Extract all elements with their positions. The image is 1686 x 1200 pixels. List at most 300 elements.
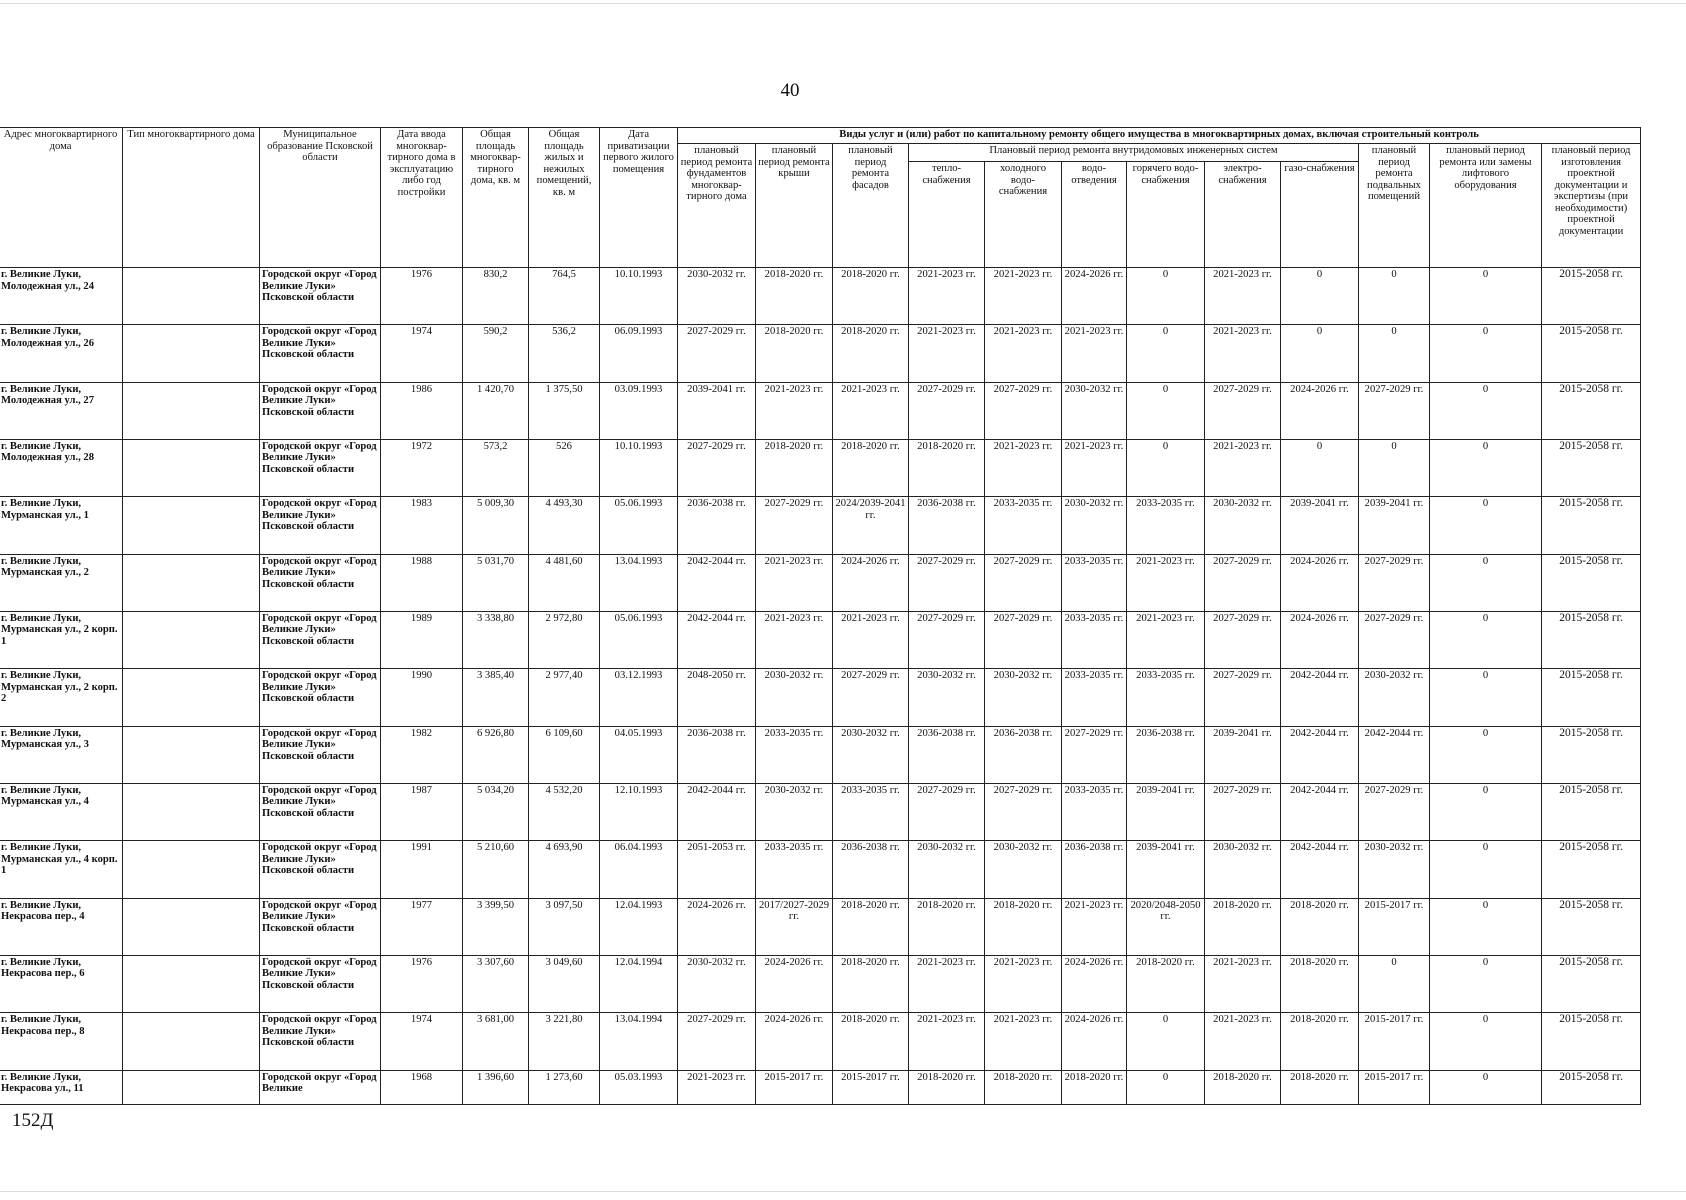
cell-address: г. Великие Луки, Мурманская ул., 1: [0, 497, 123, 554]
cell-commission-year: 1987: [381, 783, 463, 840]
cell-privatization-date: 10.10.1993: [600, 439, 678, 496]
table-row: [0, 268, 1641, 325]
cell-foundation: 2039-2041 гг.: [678, 382, 756, 439]
cell-roof: 2021-2023 гг.: [756, 611, 833, 668]
cell-drainage: 2024-2026 гг.: [1062, 1013, 1127, 1070]
cell-address: г. Великие Луки, Мурманская ул., 2: [0, 554, 123, 611]
cell-facade: 2018-2020 гг.: [833, 1013, 909, 1070]
cell-address: г. Великие Луки, Мурманская ул., 3: [0, 726, 123, 783]
cell-municipality: Городской округ «Город Великие: [260, 1070, 381, 1104]
cell-facade: 2018-2020 гг.: [833, 898, 909, 955]
cell-basement: 0: [1359, 955, 1430, 1012]
cell-heat: 2027-2029 гг.: [909, 611, 985, 668]
table-row: [0, 439, 1641, 496]
cell-gas: 2042-2044 гг.: [1281, 841, 1359, 898]
cell-design: 2015-2058 гг.: [1542, 898, 1641, 955]
cell-elevator: 0: [1430, 726, 1542, 783]
cell-heat: 2021-2023 гг.: [909, 268, 985, 325]
cell-house-type: [123, 841, 260, 898]
cell-basement: 2027-2029 гг.: [1359, 382, 1430, 439]
cell-gas: 2042-2044 гг.: [1281, 669, 1359, 726]
cell-cold-water: 2027-2029 гг.: [985, 382, 1062, 439]
cell-basement: 2030-2032 гг.: [1359, 669, 1430, 726]
cell-residential-area: 536,2: [529, 325, 600, 382]
cell-total-area: 3 399,50: [463, 898, 529, 955]
cell-hot-water: 2033-2035 гг.: [1127, 497, 1205, 554]
cell-commission-year: 1974: [381, 325, 463, 382]
cell-address: г. Великие Луки, Некрасова ул., 11: [0, 1070, 123, 1104]
header-address: Адрес многоквартирного дома: [0, 128, 123, 268]
cell-hot-water: 0: [1127, 382, 1205, 439]
cell-house-type: [123, 783, 260, 840]
cell-address: г. Великие Луки, Мурманская ул., 4 корп. 1: [0, 841, 123, 898]
cell-gas: 2018-2020 гг.: [1281, 1013, 1359, 1070]
cell-commission-year: 1972: [381, 439, 463, 496]
cell-gas: 0: [1281, 268, 1359, 325]
cell-total-area: 1 420,70: [463, 382, 529, 439]
cell-total-area: 590,2: [463, 325, 529, 382]
cell-cold-water: 2033-2035 гг.: [985, 497, 1062, 554]
cell-total-area: 5 034,20: [463, 783, 529, 840]
cell-facade: 2030-2032 гг.: [833, 726, 909, 783]
footer-code: 152Д: [12, 1110, 54, 1131]
cell-total-area: 1 396,60: [463, 1070, 529, 1104]
cell-gas: 2024-2026 гг.: [1281, 382, 1359, 439]
cell-total-area: 5 009,30: [463, 497, 529, 554]
cell-roof: 2030-2032 гг.: [756, 669, 833, 726]
cell-drainage: 2021-2023 гг.: [1062, 898, 1127, 955]
cell-elevator: 0: [1430, 439, 1542, 496]
cell-elevator: 0: [1430, 1013, 1542, 1070]
cell-facade: 2018-2020 гг.: [833, 325, 909, 382]
cell-electric: 2027-2029 гг.: [1205, 783, 1281, 840]
header-house-type: Тип многоквартирного дома: [123, 128, 260, 268]
cell-privatization-date: 12.04.1994: [600, 955, 678, 1012]
cell-total-area: 5 210,60: [463, 841, 529, 898]
cell-elevator: 0: [1430, 554, 1542, 611]
cell-design: 2015-2058 гг.: [1542, 325, 1641, 382]
cell-gas: 2024-2026 гг.: [1281, 554, 1359, 611]
cell-roof: 2024-2026 гг.: [756, 1013, 833, 1070]
cell-cold-water: 2021-2023 гг.: [985, 955, 1062, 1012]
cell-design: 2015-2058 гг.: [1542, 611, 1641, 668]
cell-electric: 2039-2041 гг.: [1205, 726, 1281, 783]
cell-residential-area: 1 375,50: [529, 382, 600, 439]
cell-house-type: [123, 554, 260, 611]
header-electric: электро-снабжения: [1205, 162, 1281, 268]
cell-roof: 2015-2017 гг.: [756, 1070, 833, 1104]
cell-address: г. Великие Луки, Мурманская ул., 4: [0, 783, 123, 840]
cell-facade: 2018-2020 гг.: [833, 268, 909, 325]
cell-residential-area: 2 977,40: [529, 669, 600, 726]
cell-basement: 2027-2029 гг.: [1359, 611, 1430, 668]
cell-residential-area: 764,5: [529, 268, 600, 325]
cell-address: г. Великие Луки, Некрасова пер., 6: [0, 955, 123, 1012]
cell-roof: 2027-2029 гг.: [756, 497, 833, 554]
cell-roof: 2021-2023 гг.: [756, 382, 833, 439]
cell-electric: 2030-2032 гг.: [1205, 497, 1281, 554]
cell-house-type: [123, 268, 260, 325]
cell-roof: 2024-2026 гг.: [756, 955, 833, 1012]
header-elevator: плановый период ремонта или замены лифтового оборудования: [1430, 144, 1542, 268]
cell-roof: 2018-2020 гг.: [756, 439, 833, 496]
cell-elevator: 0: [1430, 841, 1542, 898]
cell-drainage: 2018-2020 гг.: [1062, 1070, 1127, 1104]
cell-facade: 2024-2026 гг.: [833, 554, 909, 611]
cell-electric: 2027-2029 гг.: [1205, 669, 1281, 726]
cell-municipality: Городской округ «Город Великие Луки» Псковской области: [260, 382, 381, 439]
cell-foundation: 2030-2032 гг.: [678, 955, 756, 1012]
cell-municipality: Городской округ «Город Великие Луки» Псковской области: [260, 268, 381, 325]
cell-commission-year: 1989: [381, 611, 463, 668]
cell-house-type: [123, 955, 260, 1012]
header-privatization-date: Дата приватизации первого жилого помещения: [600, 128, 678, 268]
cell-hot-water: 0: [1127, 1013, 1205, 1070]
cell-address: г. Великие Луки, Некрасова пер., 4: [0, 898, 123, 955]
cell-gas: 2018-2020 гг.: [1281, 898, 1359, 955]
cell-address: г. Великие Луки, Мурманская ул., 2 корп. 2: [0, 669, 123, 726]
cell-design: 2015-2058 гг.: [1542, 955, 1641, 1012]
cell-facade: 2036-2038 гг.: [833, 841, 909, 898]
cell-basement: 2015-2017 гг.: [1359, 1013, 1430, 1070]
cell-electric: 2021-2023 гг.: [1205, 325, 1281, 382]
cell-basement: 2027-2029 гг.: [1359, 554, 1430, 611]
cell-commission-year: 1990: [381, 669, 463, 726]
cell-drainage: 2033-2035 гг.: [1062, 554, 1127, 611]
capital-repair-table: [0, 127, 1641, 1105]
cell-drainage: 2033-2035 гг.: [1062, 669, 1127, 726]
header-residential-area: Общая площадь жилых и нежилых помещений, кв. м: [529, 128, 600, 268]
cell-privatization-date: 05.06.1993: [600, 611, 678, 668]
cell-gas: 2018-2020 гг.: [1281, 1070, 1359, 1104]
cell-house-type: [123, 325, 260, 382]
cell-gas: 2024-2026 гг.: [1281, 611, 1359, 668]
cell-municipality: Городской округ «Город Великие Луки» Псковской области: [260, 554, 381, 611]
cell-commission-year: 1982: [381, 726, 463, 783]
cell-hot-water: 2033-2035 гг.: [1127, 669, 1205, 726]
cell-basement: 2042-2044 гг.: [1359, 726, 1430, 783]
header-roof: плановый период ремонта крыши: [756, 144, 833, 268]
cell-cold-water: 2027-2029 гг.: [985, 554, 1062, 611]
cell-drainage: 2024-2026 гг.: [1062, 268, 1127, 325]
cell-foundation: 2042-2044 гг.: [678, 554, 756, 611]
cell-design: 2015-2058 гг.: [1542, 1070, 1641, 1104]
cell-total-area: 3 681,00: [463, 1013, 529, 1070]
cell-privatization-date: 13.04.1994: [600, 1013, 678, 1070]
cell-electric: 2021-2023 гг.: [1205, 268, 1281, 325]
cell-privatization-date: 06.09.1993: [600, 325, 678, 382]
cell-address: г. Великие Луки, Мурманская ул., 2 корп. 1: [0, 611, 123, 668]
cell-elevator: 0: [1430, 611, 1542, 668]
scan-edge-bottom: [0, 1191, 1686, 1192]
cell-total-area: 573,2: [463, 439, 529, 496]
cell-roof: 2030-2032 гг.: [756, 783, 833, 840]
cell-privatization-date: 04.05.1993: [600, 726, 678, 783]
table-row: [0, 325, 1641, 382]
cell-municipality: Городской округ «Город Великие Луки» Псковской области: [260, 841, 381, 898]
cell-basement: 0: [1359, 268, 1430, 325]
cell-privatization-date: 12.10.1993: [600, 783, 678, 840]
cell-design: 2015-2058 гг.: [1542, 1013, 1641, 1070]
cell-privatization-date: 12.04.1993: [600, 898, 678, 955]
cell-elevator: 0: [1430, 898, 1542, 955]
cell-roof: 2033-2035 гг.: [756, 726, 833, 783]
cell-foundation: 2048-2050 гг.: [678, 669, 756, 726]
page-number: 40: [780, 80, 800, 101]
cell-commission-year: 1974: [381, 1013, 463, 1070]
cell-design: 2015-2058 гг.: [1542, 669, 1641, 726]
cell-heat: 2030-2032 гг.: [909, 669, 985, 726]
cell-basement: 2015-2017 гг.: [1359, 898, 1430, 955]
cell-heat: 2018-2020 гг.: [909, 898, 985, 955]
cell-commission-year: 1968: [381, 1070, 463, 1104]
table-row: [0, 841, 1641, 898]
header-commission-date: Дата ввода многоквар-тирного дома в эксплуатацию либо год постройки: [381, 128, 463, 268]
cell-roof: 2033-2035 гг.: [756, 841, 833, 898]
cell-drainage: 2033-2035 гг.: [1062, 783, 1127, 840]
cell-house-type: [123, 497, 260, 554]
cell-heat: 2027-2029 гг.: [909, 554, 985, 611]
table-row: [0, 382, 1641, 439]
cell-foundation: 2021-2023 гг.: [678, 1070, 756, 1104]
cell-gas: 2042-2044 гг.: [1281, 783, 1359, 840]
cell-design: 2015-2058 гг.: [1542, 268, 1641, 325]
cell-cold-water: 2021-2023 гг.: [985, 439, 1062, 496]
cell-heat: 2021-2023 гг.: [909, 325, 985, 382]
cell-foundation: 2030-2032 гг.: [678, 268, 756, 325]
cell-cold-water: 2030-2032 гг.: [985, 841, 1062, 898]
cell-privatization-date: 03.09.1993: [600, 382, 678, 439]
cell-cold-water: 2018-2020 гг.: [985, 1070, 1062, 1104]
cell-address: г. Великие Луки, Молодежная ул., 28: [0, 439, 123, 496]
cell-residential-area: 4 493,30: [529, 497, 600, 554]
cell-basement: 0: [1359, 325, 1430, 382]
cell-total-area: 3 385,40: [463, 669, 529, 726]
cell-gas: 0: [1281, 439, 1359, 496]
cell-hot-water: 0: [1127, 1070, 1205, 1104]
cell-roof: 2018-2020 гг.: [756, 268, 833, 325]
cell-drainage: 2021-2023 гг.: [1062, 325, 1127, 382]
cell-electric: 2030-2032 гг.: [1205, 841, 1281, 898]
cell-design: 2015-2058 гг.: [1542, 439, 1641, 496]
cell-elevator: 0: [1430, 325, 1542, 382]
cell-house-type: [123, 1070, 260, 1104]
cell-residential-area: 3 049,60: [529, 955, 600, 1012]
cell-facade: 2018-2020 гг.: [833, 955, 909, 1012]
cell-elevator: 0: [1430, 382, 1542, 439]
cell-house-type: [123, 439, 260, 496]
cell-design: 2015-2058 гг.: [1542, 554, 1641, 611]
cell-residential-area: 526: [529, 439, 600, 496]
cell-hot-water: 2020/2048-2050 гг.: [1127, 898, 1205, 955]
cell-gas: 2039-2041 гг.: [1281, 497, 1359, 554]
cell-address: г. Великие Луки, Молодежная ул., 26: [0, 325, 123, 382]
header-cold-water: холодного водо-снабжения: [985, 162, 1062, 268]
cell-privatization-date: 03.12.1993: [600, 669, 678, 726]
cell-foundation: 2036-2038 гг.: [678, 497, 756, 554]
cell-municipality: Городской округ «Город Великие Луки» Псковской области: [260, 1013, 381, 1070]
table-row: [0, 783, 1641, 840]
cell-hot-water: 0: [1127, 439, 1205, 496]
cell-elevator: 0: [1430, 268, 1542, 325]
cell-municipality: Городской округ «Город Великие Луки» Псковской области: [260, 783, 381, 840]
cell-elevator: 0: [1430, 497, 1542, 554]
cell-gas: 2018-2020 гг.: [1281, 955, 1359, 1012]
cell-elevator: 0: [1430, 955, 1542, 1012]
cell-heat: 2027-2029 гг.: [909, 783, 985, 840]
header-total-area: Общая площадь многоквар-тирного дома, кв. м: [463, 128, 529, 268]
cell-house-type: [123, 898, 260, 955]
cell-electric: 2021-2023 гг.: [1205, 1013, 1281, 1070]
cell-privatization-date: 06.04.1993: [600, 841, 678, 898]
cell-total-area: 5 031,70: [463, 554, 529, 611]
cell-basement: 2015-2017 гг.: [1359, 1070, 1430, 1104]
cell-residential-area: 1 273,60: [529, 1070, 600, 1104]
cell-facade: 2021-2023 гг.: [833, 611, 909, 668]
cell-electric: 2021-2023 гг.: [1205, 439, 1281, 496]
cell-address: г. Великие Луки, Молодежная ул., 27: [0, 382, 123, 439]
table-row: [0, 669, 1641, 726]
cell-drainage: 2030-2032 гг.: [1062, 497, 1127, 554]
cell-cold-water: 2036-2038 гг.: [985, 726, 1062, 783]
cell-address: г. Великие Луки, Некрасова пер., 8: [0, 1013, 123, 1070]
table-header: [0, 128, 1641, 268]
cell-cold-water: 2027-2029 гг.: [985, 611, 1062, 668]
cell-hot-water: 2039-2041 гг.: [1127, 783, 1205, 840]
cell-roof: 2018-2020 гг.: [756, 325, 833, 382]
cell-basement: 2039-2041 гг.: [1359, 497, 1430, 554]
cell-heat: 2021-2023 гг.: [909, 955, 985, 1012]
header-gas: газо-снабжения: [1281, 162, 1359, 268]
scan-edge-top: [0, 3, 1686, 4]
header-municipality: Муниципальное образование Псковской области: [260, 128, 381, 268]
cell-design: 2015-2058 гг.: [1542, 841, 1641, 898]
table-row: [0, 726, 1641, 783]
cell-residential-area: 2 972,80: [529, 611, 600, 668]
cell-foundation: 2027-2029 гг.: [678, 325, 756, 382]
cell-total-area: 3 307,60: [463, 955, 529, 1012]
cell-electric: 2021-2023 гг.: [1205, 955, 1281, 1012]
cell-municipality: Городской округ «Город Великие Луки» Псковской области: [260, 497, 381, 554]
cell-facade: 2015-2017 гг.: [833, 1070, 909, 1104]
table-row: [0, 955, 1641, 1012]
cell-residential-area: 4 532,20: [529, 783, 600, 840]
header-basement: плановый период ремонта подвальных помещений: [1359, 144, 1430, 268]
cell-heat: 2036-2038 гг.: [909, 726, 985, 783]
table-row: [0, 497, 1641, 554]
cell-total-area: 6 926,80: [463, 726, 529, 783]
cell-hot-water: 0: [1127, 268, 1205, 325]
cell-municipality: Городской округ «Город Великие Луки» Псковской области: [260, 669, 381, 726]
cell-cold-water: 2027-2029 гг.: [985, 783, 1062, 840]
header-drainage: водо-отведения: [1062, 162, 1127, 268]
cell-roof: 2017/2027-2029 гг.: [756, 898, 833, 955]
cell-basement: 0: [1359, 439, 1430, 496]
cell-foundation: 2024-2026 гг.: [678, 898, 756, 955]
cell-residential-area: 3 221,80: [529, 1013, 600, 1070]
cell-elevator: 0: [1430, 1070, 1542, 1104]
cell-basement: 2027-2029 гг.: [1359, 783, 1430, 840]
cell-heat: 2030-2032 гг.: [909, 841, 985, 898]
cell-heat: 2036-2038 гг.: [909, 497, 985, 554]
cell-municipality: Городской округ «Город Великие Луки» Псковской области: [260, 325, 381, 382]
cell-electric: 2027-2029 гг.: [1205, 611, 1281, 668]
cell-electric: 2027-2029 гг.: [1205, 554, 1281, 611]
table-row: [0, 898, 1641, 955]
cell-heat: 2018-2020 гг.: [909, 1070, 985, 1104]
cell-municipality: Городской округ «Город Великие Луки» Псковской области: [260, 611, 381, 668]
cell-commission-year: 1986: [381, 382, 463, 439]
cell-total-area: 3 338,80: [463, 611, 529, 668]
cell-facade: 2021-2023 гг.: [833, 382, 909, 439]
cell-municipality: Городской округ «Город Великие Луки» Псковской области: [260, 955, 381, 1012]
cell-house-type: [123, 382, 260, 439]
cell-municipality: Городской округ «Город Великие Луки» Псковской области: [260, 726, 381, 783]
cell-hot-water: 2036-2038 гг.: [1127, 726, 1205, 783]
cell-drainage: 2027-2029 гг.: [1062, 726, 1127, 783]
cell-foundation: 2027-2029 гг.: [678, 1013, 756, 1070]
cell-heat: 2018-2020 гг.: [909, 439, 985, 496]
cell-commission-year: 1976: [381, 955, 463, 1012]
cell-house-type: [123, 611, 260, 668]
header-foundation: плановый период ремонта фундаментов многоквар-тирного дома: [678, 144, 756, 268]
cell-residential-area: 4 481,60: [529, 554, 600, 611]
cell-drainage: 2021-2023 гг.: [1062, 439, 1127, 496]
cell-privatization-date: 10.10.1993: [600, 268, 678, 325]
cell-foundation: 2042-2044 гг.: [678, 783, 756, 840]
cell-design: 2015-2058 гг.: [1542, 726, 1641, 783]
cell-drainage: 2033-2035 гг.: [1062, 611, 1127, 668]
cell-gas: 0: [1281, 325, 1359, 382]
cell-address: г. Великие Луки, Молодежная ул., 24: [0, 268, 123, 325]
header-services: Виды услуг и (или) работ по капитальному ремонту общего имущества в многоквартирных домах, включая строительный контроль: [678, 128, 1641, 144]
cell-hot-water: 2018-2020 гг.: [1127, 955, 1205, 1012]
cell-municipality: Городской округ «Город Великие Луки» Псковской области: [260, 898, 381, 955]
header-heat: тепло-снабжения: [909, 162, 985, 268]
cell-gas: 2042-2044 гг.: [1281, 726, 1359, 783]
cell-commission-year: 1991: [381, 841, 463, 898]
cell-drainage: 2024-2026 гг.: [1062, 955, 1127, 1012]
cell-design: 2015-2058 гг.: [1542, 497, 1641, 554]
cell-design: 2015-2058 гг.: [1542, 783, 1641, 840]
cell-hot-water: 0: [1127, 325, 1205, 382]
cell-total-area: 830,2: [463, 268, 529, 325]
cell-drainage: 2036-2038 гг.: [1062, 841, 1127, 898]
cell-foundation: 2051-2053 гг.: [678, 841, 756, 898]
cell-house-type: [123, 1013, 260, 1070]
cell-commission-year: 1977: [381, 898, 463, 955]
table-row: [0, 611, 1641, 668]
cell-commission-year: 1983: [381, 497, 463, 554]
cell-house-type: [123, 669, 260, 726]
cell-residential-area: 6 109,60: [529, 726, 600, 783]
cell-commission-year: 1976: [381, 268, 463, 325]
table-row: [0, 554, 1641, 611]
table-body: [0, 268, 1641, 1105]
cell-facade: 2033-2035 гг.: [833, 783, 909, 840]
cell-hot-water: 2021-2023 гг.: [1127, 611, 1205, 668]
header-design: плановый период изготовления проектной документации и экспертизы (при необходимости) проектной документации: [1542, 144, 1641, 268]
cell-foundation: 2036-2038 гг.: [678, 726, 756, 783]
cell-privatization-date: 13.04.1993: [600, 554, 678, 611]
cell-hot-water: 2039-2041 гг.: [1127, 841, 1205, 898]
cell-commission-year: 1988: [381, 554, 463, 611]
cell-elevator: 0: [1430, 783, 1542, 840]
cell-roof: 2021-2023 гг.: [756, 554, 833, 611]
header-hot-water: горячего водо-снабжения: [1127, 162, 1205, 268]
cell-residential-area: 4 693,90: [529, 841, 600, 898]
cell-cold-water: 2021-2023 гг.: [985, 268, 1062, 325]
